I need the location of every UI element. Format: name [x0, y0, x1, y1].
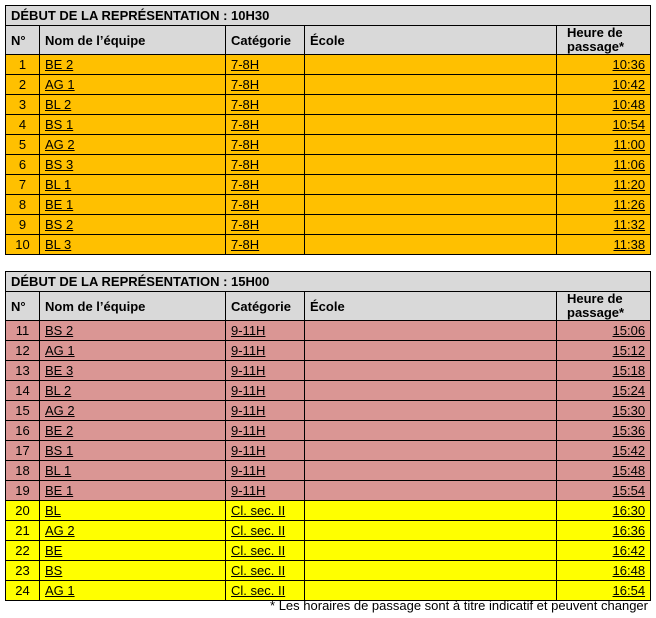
table-row: [6, 135, 651, 155]
row-number-cell: 5: [6, 135, 40, 155]
row-number-cell: 4: [6, 115, 40, 135]
category-cell: 7-8H: [226, 175, 305, 195]
team-name-cell: AG 2: [40, 401, 226, 421]
passage-time-cell: 10:54: [557, 115, 651, 135]
schedule-table-morning: [5, 5, 651, 255]
school-cell: [305, 461, 557, 481]
table-row: [6, 541, 651, 561]
passage-time-cell: 10:48: [557, 95, 651, 115]
category-cell: 7-8H: [226, 55, 305, 75]
passage-time-cell: 11:38: [557, 235, 651, 255]
row-number-cell: 14: [6, 381, 40, 401]
column-header-team: Nom de l’équipe: [40, 26, 226, 55]
school-cell: [305, 155, 557, 175]
row-number-cell: 19: [6, 481, 40, 501]
category-cell: Cl. sec. II: [226, 561, 305, 581]
school-cell: [305, 55, 557, 75]
school-cell: [305, 175, 557, 195]
column-header-number: N°: [6, 26, 40, 55]
school-cell: [305, 361, 557, 381]
school-cell: [305, 321, 557, 341]
table-title: DÉBUT DE LA REPRÉSENTATION : 15H00: [6, 272, 651, 292]
team-name-cell: BL 2: [40, 381, 226, 401]
category-cell: 9-11H: [226, 361, 305, 381]
team-name-cell: BS 1: [40, 441, 226, 461]
team-name-cell: BS 2: [40, 321, 226, 341]
column-header-category: Catégorie: [226, 292, 305, 321]
passage-time-cell: 10:36: [557, 55, 651, 75]
category-cell: Cl. sec. II: [226, 501, 305, 521]
table-row: [6, 461, 651, 481]
table-row: [6, 55, 651, 75]
passage-time-cell: 15:36: [557, 421, 651, 441]
school-cell: [305, 95, 557, 115]
team-name-cell: BL 2: [40, 95, 226, 115]
passage-time-cell: 15:30: [557, 401, 651, 421]
school-cell: [305, 381, 557, 401]
school-cell: [305, 341, 557, 361]
team-name-cell: BS 2: [40, 215, 226, 235]
row-number-cell: 15: [6, 401, 40, 421]
category-cell: Cl. sec. II: [226, 581, 305, 601]
passage-time-cell: 11:26: [557, 195, 651, 215]
category-cell: 9-11H: [226, 461, 305, 481]
category-cell: 9-11H: [226, 381, 305, 401]
passage-time-cell: 11:32: [557, 215, 651, 235]
passage-time-cell: 10:42: [557, 75, 651, 95]
table-row: [6, 481, 651, 501]
category-cell: 7-8H: [226, 95, 305, 115]
table-row: [6, 95, 651, 115]
team-name-cell: AG 1: [40, 581, 226, 601]
row-number-cell: 20: [6, 501, 40, 521]
table-title: DÉBUT DE LA REPRÉSENTATION : 10H30: [6, 6, 651, 26]
row-number-cell: 10: [6, 235, 40, 255]
school-cell: [305, 115, 557, 135]
team-name-cell: BS: [40, 561, 226, 581]
table-row: [6, 195, 651, 215]
category-cell: 9-11H: [226, 321, 305, 341]
school-cell: [305, 235, 557, 255]
table-row: [6, 215, 651, 235]
table-row: [6, 501, 651, 521]
passage-time-cell: 16:54: [557, 581, 651, 601]
school-cell: [305, 501, 557, 521]
team-name-cell: BE 2: [40, 55, 226, 75]
school-cell: [305, 195, 557, 215]
table-row: [6, 75, 651, 95]
team-name-cell: BS 1: [40, 115, 226, 135]
category-cell: 9-11H: [226, 481, 305, 501]
team-name-cell: BL 1: [40, 175, 226, 195]
category-cell: 7-8H: [226, 235, 305, 255]
category-cell: 9-11H: [226, 341, 305, 361]
table-row: [6, 361, 651, 381]
category-cell: 7-8H: [226, 135, 305, 155]
table-row: [6, 421, 651, 441]
team-name-cell: BS 3: [40, 155, 226, 175]
table-row: [6, 155, 651, 175]
team-name-cell: AG 1: [40, 75, 226, 95]
row-number-cell: 9: [6, 215, 40, 235]
row-number-cell: 24: [6, 581, 40, 601]
table-row: [6, 561, 651, 581]
row-number-cell: 22: [6, 541, 40, 561]
school-cell: [305, 441, 557, 461]
passage-time-cell: 15:24: [557, 381, 651, 401]
category-cell: 9-11H: [226, 441, 305, 461]
passage-time-cell: 15:54: [557, 481, 651, 501]
team-name-cell: BL 1: [40, 461, 226, 481]
team-name-cell: BE 1: [40, 481, 226, 501]
school-cell: [305, 215, 557, 235]
row-number-cell: 7: [6, 175, 40, 195]
team-name-cell: BE: [40, 541, 226, 561]
row-number-cell: 23: [6, 561, 40, 581]
passage-time-cell: 11:00: [557, 135, 651, 155]
category-cell: Cl. sec. II: [226, 521, 305, 541]
row-number-cell: 11: [6, 321, 40, 341]
passage-time-cell: 16:36: [557, 521, 651, 541]
school-cell: [305, 541, 557, 561]
table-row: [6, 115, 651, 135]
category-cell: 7-8H: [226, 215, 305, 235]
team-name-cell: AG 2: [40, 135, 226, 155]
row-number-cell: 2: [6, 75, 40, 95]
team-name-cell: BE 3: [40, 361, 226, 381]
table-row: [6, 321, 651, 341]
row-number-cell: 8: [6, 195, 40, 215]
team-name-cell: AG 1: [40, 341, 226, 361]
table-row: [6, 381, 651, 401]
table-row: [6, 441, 651, 461]
school-cell: [305, 421, 557, 441]
row-number-cell: 13: [6, 361, 40, 381]
row-number-cell: 1: [6, 55, 40, 75]
row-number-cell: 21: [6, 521, 40, 541]
table-row: [6, 341, 651, 361]
passage-time-cell: 11:06: [557, 155, 651, 175]
passage-time-cell: 15:18: [557, 361, 651, 381]
row-number-cell: 3: [6, 95, 40, 115]
passage-time-cell: 11:20: [557, 175, 651, 195]
category-cell: 9-11H: [226, 421, 305, 441]
passage-time-cell: 15:06: [557, 321, 651, 341]
row-number-cell: 18: [6, 461, 40, 481]
row-number-cell: 6: [6, 155, 40, 175]
category-cell: 7-8H: [226, 195, 305, 215]
team-name-cell: BL: [40, 501, 226, 521]
school-cell: [305, 521, 557, 541]
table-row: [6, 235, 651, 255]
school-cell: [305, 561, 557, 581]
passage-time-cell: 15:48: [557, 461, 651, 481]
category-cell: Cl. sec. II: [226, 541, 305, 561]
table-row: [6, 175, 651, 195]
category-cell: 9-11H: [226, 401, 305, 421]
school-cell: [305, 135, 557, 155]
passage-time-cell: 15:42: [557, 441, 651, 461]
column-header-time: Heure de passage*: [557, 26, 651, 55]
team-name-cell: BL 3: [40, 235, 226, 255]
passage-time-cell: 16:30: [557, 501, 651, 521]
column-header-school: École: [305, 292, 557, 321]
passage-time-cell: 16:48: [557, 561, 651, 581]
schedule-table-afternoon: [5, 271, 651, 601]
row-number-cell: 16: [6, 421, 40, 441]
team-name-cell: AG 2: [40, 521, 226, 541]
column-header-time: Heure de passage*: [557, 292, 651, 321]
row-number-cell: 12: [6, 341, 40, 361]
passage-time-cell: 15:12: [557, 341, 651, 361]
column-header-school: École: [305, 26, 557, 55]
team-name-cell: BE 2: [40, 421, 226, 441]
table-row: [6, 401, 651, 421]
team-name-cell: BE 1: [40, 195, 226, 215]
table-row: [6, 521, 651, 541]
school-cell: [305, 75, 557, 95]
category-cell: 7-8H: [226, 115, 305, 135]
row-number-cell: 17: [6, 441, 40, 461]
category-cell: 7-8H: [226, 155, 305, 175]
school-cell: [305, 481, 557, 501]
column-header-number: N°: [6, 292, 40, 321]
passage-time-cell: 16:42: [557, 541, 651, 561]
school-cell: [305, 401, 557, 421]
footnote: * Les horaires de passage sont à titre indicatif et peuvent changer: [270, 598, 648, 613]
column-header-team: Nom de l’équipe: [40, 292, 226, 321]
column-header-category: Catégorie: [226, 26, 305, 55]
category-cell: 7-8H: [226, 75, 305, 95]
